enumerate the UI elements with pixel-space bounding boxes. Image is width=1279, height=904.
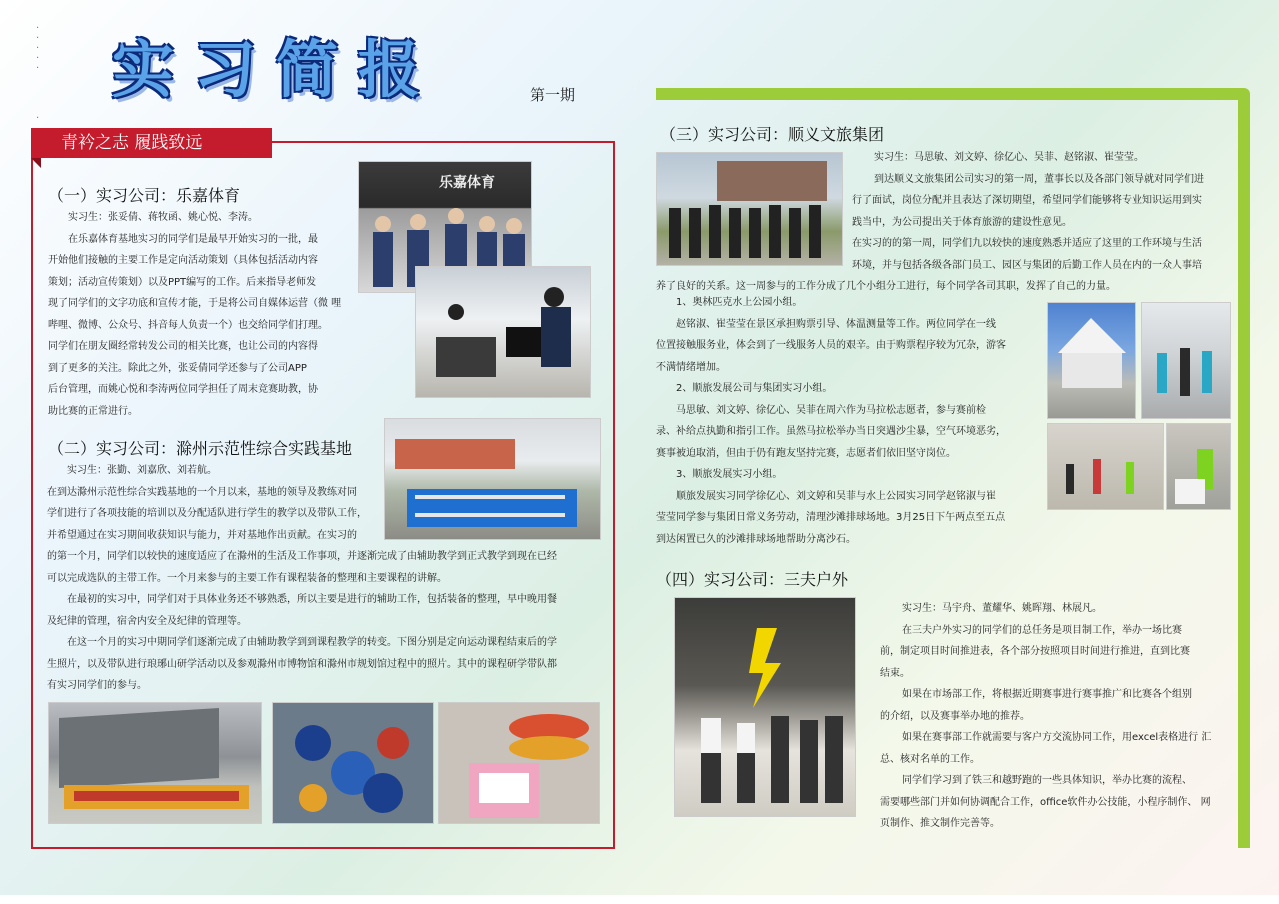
text-line: 学们进行了各项技能的培训以及分配适队进行学生的教学以及带队工作，: [47, 508, 367, 519]
section-body-leja: [48, 207, 358, 422]
text-line: 实习生：马宇舟、董耀华、姚晖翔、林展凡。: [902, 603, 1102, 614]
text-line: 需要哪些部门并如何协调配合工作，office软件办公技能，小程序制作、 网: [880, 796, 1211, 808]
cleanup-scene: [1167, 424, 1230, 509]
photo-volunteers-shunyi: [1141, 302, 1231, 419]
equipment-scene: [273, 703, 433, 823]
section-items-shunyi: [656, 292, 1041, 550]
text-line: 在实习的的第一周，同学们九以较快的速度熟悉并适应了这里的工作环境与生活: [852, 238, 1202, 249]
banner-fold: [31, 158, 41, 168]
text-line: 在乐嘉体育基地实习的同学们是最早开始实习的一批，最: [68, 233, 318, 245]
section-title-shunyi: （三）实习公司：顺义文旅集团: [660, 125, 885, 144]
section-title-chuzhou: （二）实习公司：滁州示范性综合实践基地: [48, 439, 353, 458]
photo-office-leja: [415, 266, 591, 398]
text-line: 环境，并与包括各级各部门员工、园区与集团的后勤工作人员在内的一众人事培: [852, 259, 1202, 271]
page-title: 实习简报: [112, 33, 441, 106]
text-line: 生照片，以及带队进行琅琊山研学活动以及参观滁州市博物馆和滁州市规划馆过程中的照片。其中的课程研学带队都: [47, 658, 557, 670]
gear-scene: [439, 703, 599, 823]
text-line: 及纪律的管理，宿舍内安全及纪律的管理等。: [47, 615, 247, 627]
text-line: 总、核对名单的工作。: [880, 753, 980, 765]
text-line: 在三夫户外实习的同学们的总任务是项目制工作，举办一场比赛: [902, 624, 1182, 636]
text-line: 的第一个月，同学们以较快的速度适应了在滁州的生活及工作事项，并逐渐完成了由辅助教学到正式教学到现在已经: [47, 551, 557, 562]
text-line: 结束。: [880, 667, 910, 679]
photo-equipment-chuzhou: [272, 702, 434, 824]
tent-scene: [1048, 303, 1135, 418]
text-line: 开始他们接触的主要工作是定向活动策划（具体包括活动内容: [48, 255, 318, 266]
museum-scene: [49, 703, 261, 823]
photo-group-shunyi: [656, 152, 843, 266]
text-line: 并希望通过在实习期间收获知识与能力，并对基地作出贡献。在实习的: [47, 529, 357, 541]
photo-sign: 乐嘉体育: [439, 175, 495, 191]
text-line: 在到达滁州示范性综合实践基地的一个月以来，基地的领导及教练对同: [47, 486, 357, 498]
list-item: 不满情绪增加。: [656, 361, 726, 373]
sanfu-scene: [675, 598, 855, 816]
issue-number: 第一期: [530, 86, 576, 104]
text-line: 在这一个月的实习中期同学们逐渐完成了由辅助教学到到课程教学的转变。下图分别是定向运动课程结束后的学: [67, 637, 557, 648]
list-item: 莹莹同学参与集团日常义务劳动，清理沙滩排球场地。3月25日下午两点至五点: [656, 512, 1006, 523]
text-line: 实习生：马思敏、刘文婷、徐亿心、吴菲、赵铭淑、崔莹莹。: [874, 152, 1144, 163]
text-line: 后台管理，而姚心悦和李涛两位同学担任了周末竞赛助教，协: [48, 384, 318, 395]
section-banner: 青衿之志 履践致远: [31, 128, 272, 158]
section-body-sanfu: [880, 598, 1225, 835]
green-side-bar: [1238, 88, 1250, 848]
section-body-shunyi-narrow: [852, 147, 1237, 276]
text-line: 实习生：张妥倩、蒋牧函、姚心悦、李涛。: [68, 212, 258, 223]
green-top-bar: [656, 88, 1248, 100]
text-line: 哔哩、微博、公众号、抖音每人负责一个）也交给同学们打理。: [48, 319, 328, 331]
section-body-chuzhou-wide: [47, 546, 603, 697]
photo-museum-chuzhou: [48, 702, 262, 824]
text-line: 有实习同学们的参与。: [47, 680, 147, 691]
text-line: 践当中，为公司提出关于体育旅游的建设性意见。: [852, 216, 1072, 228]
text-line: 可以完成选队的主带工作。一个月来参与的主要工作有课程装备的整理和主要课程的讲解。: [47, 572, 447, 584]
text-line: 在最初的实习中，同学们对于具体业务还不够熟悉，所以主要是进行的辅助工作，包括装备的整理，早中晚用餐: [67, 594, 557, 605]
volunteers-scene: [1142, 303, 1230, 418]
list-item: 赵铭淑、崔莹莹在景区承担购票引导、体温测量等工作。两位同学在一线: [676, 318, 996, 330]
text-line: 如果在赛事部工作就需要与客户方交流协同工作，用excel表格进行 汇: [902, 732, 1212, 743]
photo-gear-chuzhou: [438, 702, 600, 824]
text-line: 如果在市场部工作，将根据近期赛事进行赛事推广和比赛各个组别: [902, 689, 1192, 700]
list-item: 录、补给点执勤和指引工作。虽然马拉松举办当日突遇沙尘暴，空气环境恶劣，: [656, 426, 1006, 437]
text-line: 行了面试，岗位分配并且表达了深切期望，希望同学们能够将专业知识运用到实: [852, 195, 1202, 206]
office-scene: [416, 267, 590, 397]
margin-marks: · · · · · ·: [36, 23, 40, 124]
group-scene: [657, 153, 842, 265]
text-line: 同学们在朋友圈经常转发公司的相关比赛，也让公司的内容得: [48, 341, 318, 352]
list-item: 位置接触服务业，体会到了一线服务人员的艰辛。由于购票程序较为冗杂，游客: [656, 340, 1006, 351]
photo-team-chuzhou: [384, 418, 601, 540]
section-body-shunyi-wide: 养了良好的关系。这一周参与的工作分成了几个小组分工进行，每个同学各司其职，发挥了自己的力量。: [656, 281, 1116, 292]
text-line: 现了同学们的文字功底和宣传才能，于是将公司自媒体运营（微 哩: [48, 298, 342, 309]
section-title-sanfu: （四）实习公司：三夫户外: [656, 570, 849, 589]
section-title-leja: （一）实习公司：乐嘉体育: [48, 186, 241, 205]
text-line: 页制作、推文制作完善等。: [880, 818, 1000, 829]
text-line: 前，制定项目时间推进表，各个部分按照项目时间进行推进，直到比赛: [880, 646, 1190, 657]
list-item: 马思敏、刘文婷、徐亿心、吴菲在周六作为马拉松志愿者，参与赛前检: [676, 404, 986, 416]
text-line: 策划；活动宣传策划）以及PPT编写的工作。后来指导老师发: [48, 276, 317, 288]
list-item: 1、奥林匹克水上公园小组。: [676, 297, 803, 308]
photo-marathon-shunyi: [1047, 423, 1164, 510]
text-line: 助比赛的正常进行。: [48, 405, 138, 417]
photo-tent-shunyi: [1047, 302, 1136, 419]
list-item: 2、顺旅发展公司与集团实习小组。: [676, 383, 833, 394]
text-line: 到了更多的关注。除此之外，张妥倩同学还参与了公司APP: [48, 362, 307, 374]
text-line: 同学们学习到了铁三和越野跑的一些具体知识，举办比赛的流程、: [902, 775, 1192, 786]
list-item: 顺旅发展实习同学徐亿心、刘文婷和吴菲与水上公园实习同学赵铭淑与崔: [676, 490, 996, 502]
list-item: 到达闲置已久的沙滩排球场地帮助分离沙石。: [656, 533, 856, 545]
text-line: 到达顺义文旅集团公司实习的第一周，董事长以及各部门领导就对同学们进: [874, 173, 1204, 185]
photo-cleanup-shunyi: [1166, 423, 1231, 510]
page-bottom-margin: [0, 895, 1279, 904]
team-scene: [385, 419, 600, 539]
marathon-scene: [1048, 424, 1163, 509]
photo-group-sanfu: [674, 597, 856, 817]
text-line: 实习生：张勤、刘嘉欣、刘若航。: [67, 465, 217, 476]
section-body-chuzhou-narrow: [47, 460, 387, 546]
list-item: 赛事被迫取消，但由于仍有跑友坚持完赛，志愿者们依旧坚守岗位。: [656, 447, 956, 459]
list-item: 3、顺旅发展实习小组。: [676, 469, 783, 480]
text-line: 的介绍，以及赛事举办地的推荐。: [880, 710, 1030, 722]
